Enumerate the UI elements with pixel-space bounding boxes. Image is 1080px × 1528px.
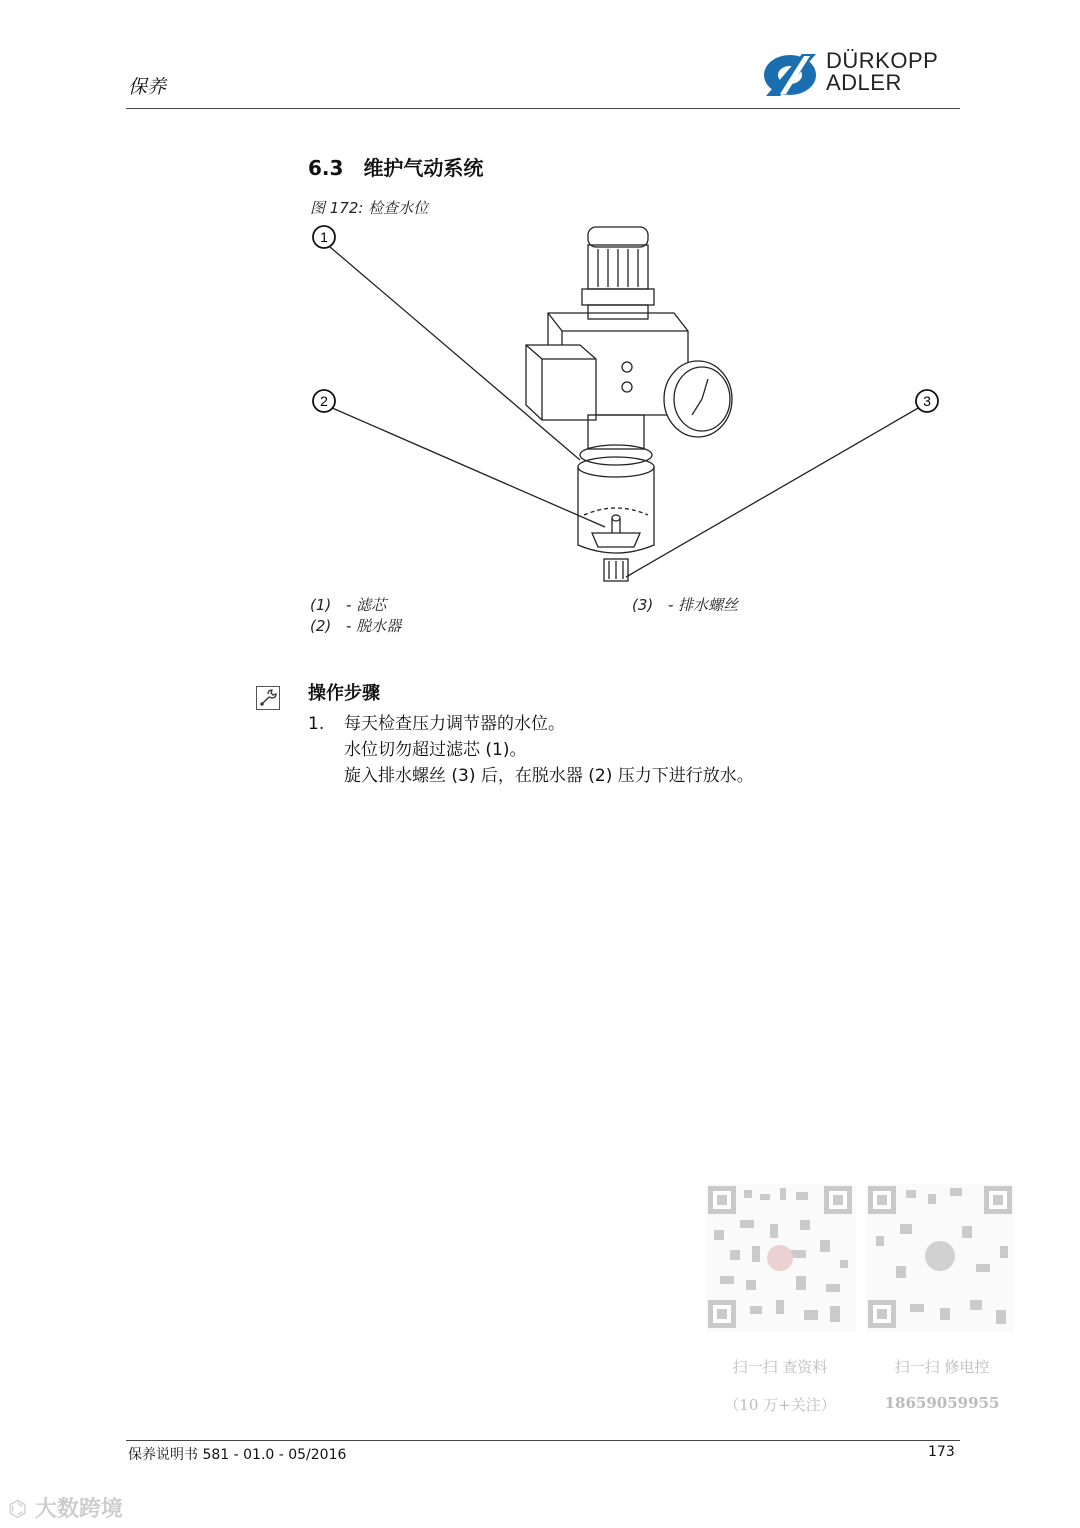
wrench-icon (256, 686, 280, 710)
watermark-logo-icon: ⌬ (8, 1497, 35, 1522)
brand-line-2: ADLER (826, 70, 902, 95)
steps-title: 操作步骤 (308, 683, 380, 704)
legend-text: - 脱水器 (346, 617, 402, 635)
qr-caption: 扫一扫 修电控 (894, 1358, 990, 1376)
svg-text:3: 3 (923, 393, 931, 409)
header-title: 保养 (128, 76, 167, 98)
filter-regulator-figure (300, 215, 960, 595)
svg-text:2: 2 (320, 393, 328, 409)
section-number: 6.3 (308, 156, 344, 180)
step-number: 1. (308, 714, 325, 734)
logo-mark-icon (760, 48, 822, 100)
legend-num: (2) (310, 617, 332, 635)
footer-doc-id: 保养说明书 581 - 01.0 - 05/2016 (128, 1447, 347, 1463)
brand-logo (760, 48, 960, 100)
step-line: 旋入排水螺丝 (3) 后，在脱水器 (2) 压力下进行放水。 (344, 766, 754, 786)
callout-1 (313, 226, 335, 248)
qr-caption: 扫一扫 查资料 (732, 1358, 828, 1376)
leader-line-3 (626, 407, 920, 577)
qr-codes (700, 1180, 1020, 1420)
figure-caption: 图 172: 检查水位 (310, 199, 429, 217)
qr-caption: （10 万+关注） (724, 1396, 836, 1414)
legend-item (310, 615, 401, 636)
svg-text:1: 1 (320, 229, 328, 245)
legend-item (632, 594, 738, 615)
legend-text: - 滤芯 (346, 596, 387, 614)
legend-num: (3) (632, 596, 654, 614)
leader-line-2 (330, 407, 605, 527)
page-number: 173 (928, 1444, 955, 1460)
section-heading (308, 152, 483, 181)
callout-3 (916, 390, 938, 412)
watermark: ⌬ 大数跨境 (8, 1497, 123, 1522)
section-title: 维护气动系统 (363, 156, 484, 180)
callout-2 (313, 390, 335, 412)
qr-code-left (706, 1184, 856, 1332)
qr-phone: 18659059955 (884, 1394, 1000, 1412)
brand-line-1: DÜRKOPP (826, 48, 939, 73)
legend-num: (1) (310, 596, 332, 614)
legend-item (310, 594, 386, 615)
footer-rule (126, 1440, 960, 1441)
step-line: 水位切勿超过滤芯 (1)。 (344, 740, 527, 760)
legend-text: - 排水螺丝 (668, 596, 739, 614)
qr-code-right (866, 1184, 1014, 1332)
step-item (308, 711, 754, 789)
step-line: 每天检查压力调节器的水位。 (344, 714, 565, 734)
header-rule (126, 108, 960, 109)
